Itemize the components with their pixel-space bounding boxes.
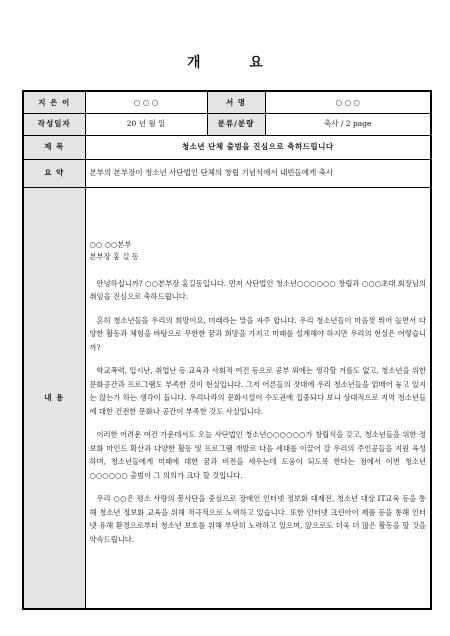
- subject-label: 제 목: [23, 135, 85, 159]
- summary-label: 요 약: [23, 159, 85, 187]
- summary-row: [23, 159, 431, 187]
- speech-paragraph: 흔히 청소년들을 우리의 희망이요, 미래라는 말을 자주 합니다. 우리 청소년들이 마음껏 뛰어 놀면서 다양한 활동과 체험을 바탕으로 무한한 꿈과 희망을 가지고 미래를 설계해야 하지만 우리의 현실은 어떻습니까?: [89, 315, 426, 352]
- content-row: [23, 187, 431, 609]
- sender-name: 본부장 홍 길 동: [89, 252, 139, 262]
- content-label: 내 용: [23, 187, 85, 609]
- subject-value: 청소년 단체 출범을 진심으로 축하드립니다: [85, 135, 431, 159]
- category-value: 축사 / 2 page: [265, 113, 431, 135]
- subject-row: [23, 135, 431, 159]
- speech-paragraph: 안녕하십니까? ○○본부장 홍길동입니다. 먼저 사단법인 청소년○○○○○○ 창립과 ○○○초대 회장님의 취임을 진심으로 축하드립니다.: [89, 278, 426, 302]
- overview-table: [22, 90, 432, 610]
- sender-organization: ○○ ○○본부: [89, 240, 132, 250]
- author-row: [23, 91, 431, 113]
- speech-paragraph: 이러한 어려운 여건 가운데서도 오늘 사단법인 청소년○○○○○○가 창립식을 갖고, 청소년들을 위한 정보화 마인드 확산과 다양한 활동 및 프로그램 개발로 다음 세대를 이끌어 갈 우리의 주인공들을 지원 육성하며, 청소년들에게 미래에 대한 꿈과 비전을 세우는데 도움이 되도록 한다는 점에서 이번 청소년○○○○○○ 출범이 그 의의가 크다 할 것입니다.: [89, 430, 426, 480]
- speech-paragraph: 우리 ○○은 평소 사랑의 봉사단을 중심으로 장애인 인터넷 정보화 대제전, 청소년 대상 IT교육 등을 통해 청소년 정보화 교육을 위해 적극적으로 노력하고 있습니다. 또한 인터넷 크린아이 제품 등을 통해 인터넷 유해 환경으로부터 청소년 보호를 위해 부단히 노력하고 있으며, 앞으로도 더욱 더 많은 활동을 할 것을 약속드립니다.: [89, 494, 426, 544]
- author-value: ○ ○ ○: [85, 91, 207, 113]
- recipient-value: ○ ○ ○: [265, 91, 431, 113]
- category-label: 분류/분량: [207, 113, 265, 135]
- sender-block: [90, 239, 427, 262]
- date-value: 20 년 월 일: [85, 113, 207, 135]
- speech-body: [85, 187, 431, 609]
- author-label: 지 은 이: [23, 91, 85, 113]
- date-label: 작성일자: [23, 113, 85, 135]
- summary-value: 본부의 본부장이 청소년 사단법인 단체의 창립 기념식에서 내빈들에게 축사: [85, 159, 431, 187]
- speech-paragraph: 학교폭력, 입시난, 취업난 등 교육과 사회적 여건 등으로 공부 외에는 생각할 겨를도 없고, 청소년을 위한 문화공간과 프로그램도 부족한 것이 현실입니다. 그저 어른들의 잣대에 우리 청소년들을 얽매어 놓고 있지는 않는가 하는 생각이 듭니다. 우리나라의 문화시설이 수도권에 집중되다 보니 상대적으로 지역 청소년들에 대한 건전한 문화나 공간이 부족한 것도 사실입니다.: [89, 366, 426, 416]
- recipient-label: 서 명: [207, 91, 265, 113]
- date-row: [23, 113, 431, 135]
- document-title: 개 요: [187, 55, 285, 71]
